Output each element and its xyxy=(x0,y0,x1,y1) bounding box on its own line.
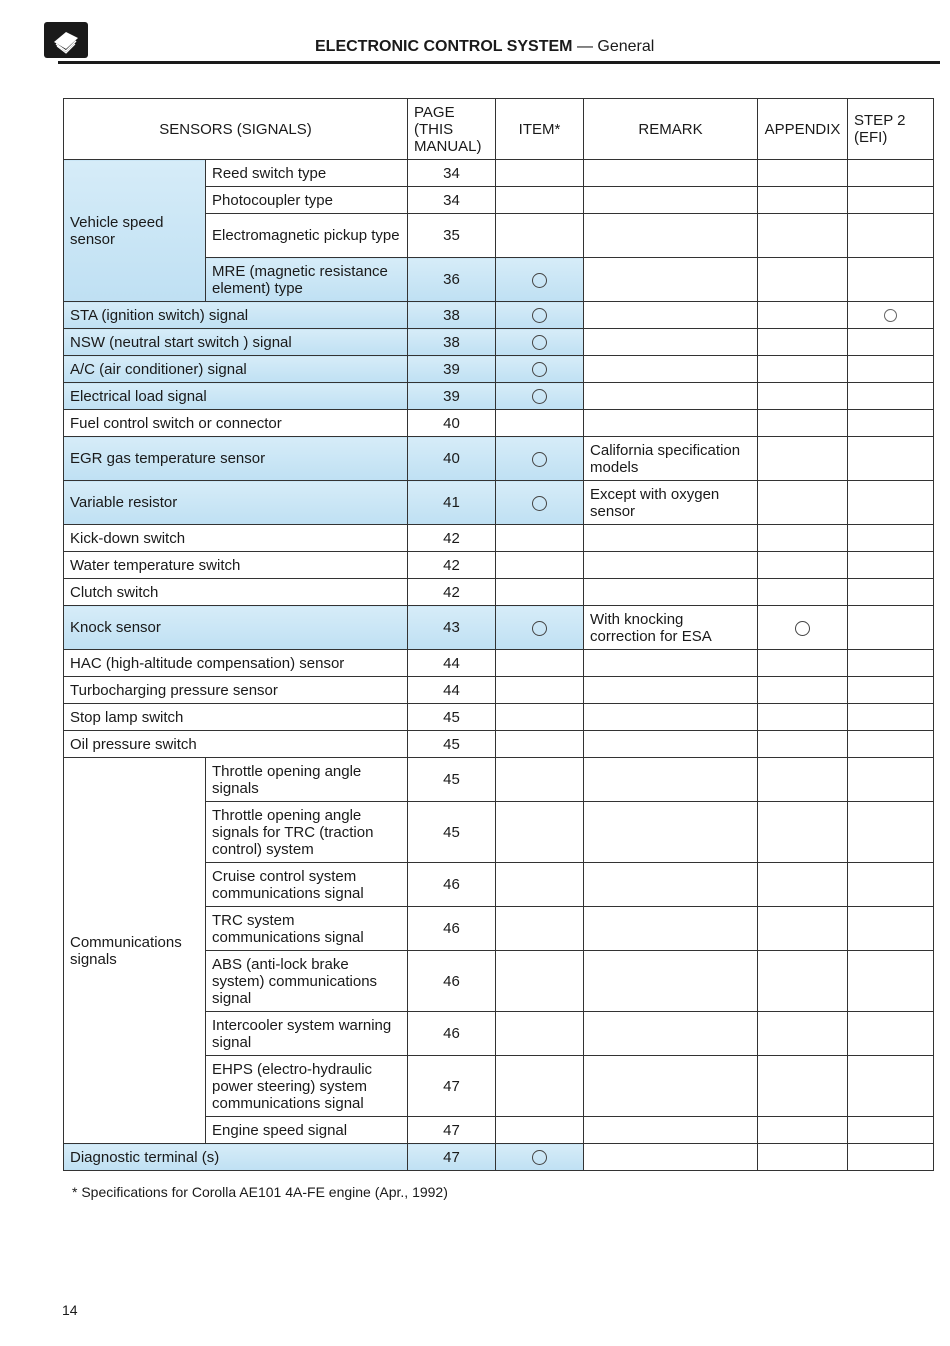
sensor-name: EHPS (electro-hydraulic power steering) system communications signal xyxy=(206,1056,408,1117)
sensor-name: Water temperature switch xyxy=(64,552,408,579)
table-row xyxy=(64,525,934,552)
sensor-name: Electromagnetic pickup type xyxy=(206,214,408,258)
sensor-name: Engine speed signal xyxy=(206,1117,408,1144)
circle-mark-icon xyxy=(532,362,547,377)
sensor-name: Throttle opening angle signals for TRC (traction control) system xyxy=(206,802,408,863)
sensor-name: MRE (magnetic resistance element) type xyxy=(206,258,408,302)
table-row xyxy=(64,302,934,329)
page-ref: 44 xyxy=(408,650,496,677)
col-header-remark: REMARK xyxy=(584,99,758,160)
circle-mark-icon xyxy=(532,273,547,288)
page-ref: 47 xyxy=(408,1117,496,1144)
table-row xyxy=(64,437,934,481)
sensor-name: Stop lamp switch xyxy=(64,704,408,731)
circle-mark-icon xyxy=(884,309,897,322)
sensor-name: Kick-down switch xyxy=(64,525,408,552)
table-header-row xyxy=(64,99,934,160)
page-ref: 40 xyxy=(408,410,496,437)
page-header-title: ELECTRONIC CONTROL SYSTEM — General xyxy=(315,38,655,55)
circle-mark-icon xyxy=(532,308,547,323)
sensor-name: A/C (air conditioner) signal xyxy=(64,356,408,383)
page-ref: 46 xyxy=(408,1012,496,1056)
sensor-name: Intercooler system warning signal xyxy=(206,1012,408,1056)
page-ref: 39 xyxy=(408,356,496,383)
sensor-name: Clutch switch xyxy=(64,579,408,606)
group-label-vehicle-speed: Vehicle speed sensor xyxy=(64,160,206,302)
page-ref: 34 xyxy=(408,187,496,214)
page-ref: 45 xyxy=(408,802,496,863)
sensor-name: Photocoupler type xyxy=(206,187,408,214)
circle-mark-icon xyxy=(532,1150,547,1165)
sensor-name: NSW (neutral start switch ) signal xyxy=(64,329,408,356)
sensor-name: Reed switch type xyxy=(206,160,408,187)
remark-text: California specification models xyxy=(584,437,758,481)
page-ref: 42 xyxy=(408,525,496,552)
page-ref: 42 xyxy=(408,579,496,606)
header-rule xyxy=(58,61,940,64)
group-label-communications: Communications signals xyxy=(64,758,206,1144)
sensor-name: Turbocharging pressure sensor xyxy=(64,677,408,704)
sensor-name: Knock sensor xyxy=(64,606,408,650)
page-ref: 36 xyxy=(408,258,496,302)
page-ref: 43 xyxy=(408,606,496,650)
table-row xyxy=(64,606,934,650)
page-ref: 35 xyxy=(408,214,496,258)
sensor-name: STA (ignition switch) signal xyxy=(64,302,408,329)
sensor-name: TRC system communications signal xyxy=(206,907,408,951)
circle-mark-icon xyxy=(532,389,547,404)
table-row xyxy=(64,704,934,731)
page-ref: 46 xyxy=(408,863,496,907)
sensor-name: Oil pressure switch xyxy=(64,731,408,758)
table-row xyxy=(64,356,934,383)
sensor-name: HAC (high-altitude compensation) sensor xyxy=(64,650,408,677)
footnote: * Specifications for Corolla AE101 4A-FE engine (Apr., 1992) xyxy=(72,1184,448,1200)
circle-mark-icon xyxy=(532,496,547,511)
sensor-name: EGR gas temperature sensor xyxy=(64,437,408,481)
page-ref: 38 xyxy=(408,302,496,329)
col-header-step2: STEP 2 (EFI) xyxy=(848,99,934,160)
page-ref: 45 xyxy=(408,731,496,758)
table-row xyxy=(64,1144,934,1171)
remark-text: Except with oxygen sensor xyxy=(584,481,758,525)
col-header-item: ITEM* xyxy=(496,99,584,160)
table-row xyxy=(64,758,934,802)
table-row xyxy=(64,160,934,187)
page-ref: 42 xyxy=(408,552,496,579)
page-ref: 47 xyxy=(408,1056,496,1117)
table-row xyxy=(64,383,934,410)
page-ref: 47 xyxy=(408,1144,496,1171)
circle-mark-icon xyxy=(532,621,547,636)
page-ref: 41 xyxy=(408,481,496,525)
page-ref: 38 xyxy=(408,329,496,356)
page-ref: 39 xyxy=(408,383,496,410)
table-row xyxy=(64,731,934,758)
circle-mark-icon xyxy=(532,452,547,467)
table-row xyxy=(64,410,934,437)
sensor-table xyxy=(63,98,934,1171)
page-ref: 45 xyxy=(408,758,496,802)
page-ref: 46 xyxy=(408,907,496,951)
sensor-name: Throttle opening angle signals xyxy=(206,758,408,802)
circle-mark-icon xyxy=(795,621,810,636)
col-header-sensors: SENSORS (SIGNALS) xyxy=(64,99,408,160)
table-row xyxy=(64,579,934,606)
table-row xyxy=(64,650,934,677)
table-row xyxy=(64,481,934,525)
circle-mark-icon xyxy=(532,335,547,350)
page-ref: 46 xyxy=(408,951,496,1012)
sensor-name: Electrical load signal xyxy=(64,383,408,410)
page-ref: 40 xyxy=(408,437,496,481)
page-number: 14 xyxy=(62,1302,78,1318)
sensor-name: ABS (anti-lock brake system) communications signal xyxy=(206,951,408,1012)
sensor-name: Variable resistor xyxy=(64,481,408,525)
sensor-name: Cruise control system communications signal xyxy=(206,863,408,907)
col-header-appendix: APPENDIX xyxy=(758,99,848,160)
table-row xyxy=(64,677,934,704)
table-row xyxy=(64,329,934,356)
sensor-name: Fuel control switch or connector xyxy=(64,410,408,437)
table-row xyxy=(64,552,934,579)
remark-text: With knocking correction for ESA xyxy=(584,606,758,650)
sensor-name: Diagnostic terminal (s) xyxy=(64,1144,408,1171)
page-ref: 44 xyxy=(408,677,496,704)
page-ref: 45 xyxy=(408,704,496,731)
manual-logo-icon xyxy=(44,22,88,58)
page-ref: 34 xyxy=(408,160,496,187)
col-header-page: PAGE (THIS MANUAL) xyxy=(408,99,496,160)
